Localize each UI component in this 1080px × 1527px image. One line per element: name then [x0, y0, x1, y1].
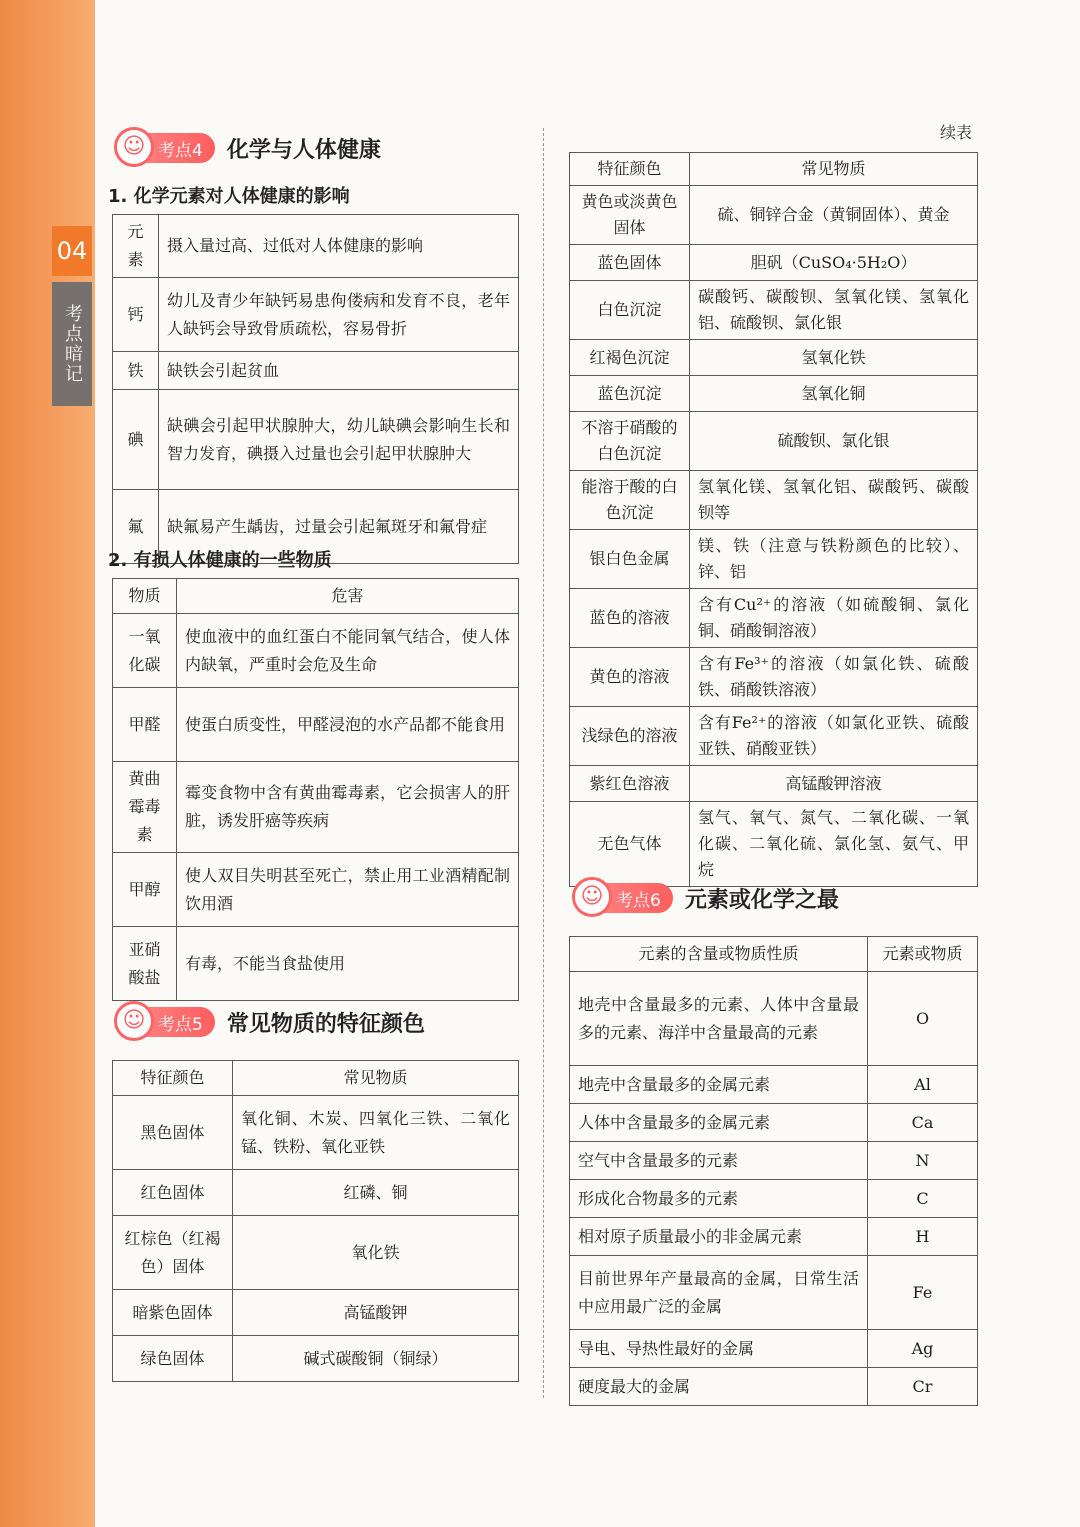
table-cell: 相对原子质量最小的非金属元素 [570, 1218, 868, 1256]
table-cell: 银白色金属 [570, 530, 690, 589]
table-row [570, 186, 978, 245]
table-cell: 不溶于硝酸的白色沉淀 [570, 412, 690, 471]
table-cell: 含有Fe²⁺的溶液（如氯化亚铁、硫酸亚铁、硝酸亚铁） [690, 707, 978, 766]
section-title: 常见物质的特征颜色 [226, 1011, 425, 1037]
table-cell: 蓝色的溶液 [570, 589, 690, 648]
table-cell: N [868, 1142, 978, 1180]
table-cell: 目前世界年产量最高的金属，日常生活中应用最广泛的金属 [570, 1256, 868, 1330]
table-cell: Fe [868, 1256, 978, 1330]
table-cell: 危害 [177, 579, 519, 614]
table-row [113, 390, 519, 490]
table-row [113, 853, 519, 927]
table-cell: 氢氧化铜 [690, 376, 978, 412]
table-cell: Ca [868, 1104, 978, 1142]
table-cell: 缺氟易产生龋齿，过量会引起氟斑牙和氟骨症 [159, 490, 519, 564]
table-row [570, 412, 978, 471]
table-row [570, 648, 978, 707]
table-row [113, 614, 519, 688]
table-header-row [113, 1061, 519, 1096]
section-title: 化学与人体健康 [226, 137, 381, 163]
table-row [570, 766, 978, 802]
table-cell: 有毒，不能当食盐使用 [177, 927, 519, 1001]
table-row [570, 1104, 978, 1142]
table-row [113, 278, 519, 352]
table-cell: 浅绿色的溶液 [570, 707, 690, 766]
table-row [570, 1218, 978, 1256]
table-cell: 元素 [113, 215, 159, 278]
table-cell: 一氧化碳 [113, 614, 177, 688]
table-row [570, 972, 978, 1066]
table-cell: 含有Cu²⁺的溶液（如硫酸铜、氯化铜、硝酸铜溶液） [690, 589, 978, 648]
table-cell: 使蛋白质变性，甲醛浸泡的水产品都不能食用 [177, 688, 519, 762]
table-row [113, 1216, 519, 1290]
table-cell: 铁 [113, 352, 159, 390]
table-header-row [570, 937, 978, 972]
table-cell: 氟 [113, 490, 159, 564]
table-cell: C [868, 1180, 978, 1218]
table-cell: 高锰酸钾 [233, 1290, 519, 1336]
table-cell: Al [868, 1066, 978, 1104]
table-cell: Cr [868, 1368, 978, 1406]
table-cell: 氧化铜、木炭、四氧化三铁、二氧化锰、铁粉、氧化亚铁 [233, 1096, 519, 1170]
chapter-number: 04 [52, 226, 92, 276]
smiley-icon: ☺ [114, 1001, 154, 1041]
table-cell: 亚硝酸盐 [113, 927, 177, 1001]
table-cell: 物质 [113, 579, 177, 614]
table-row [570, 245, 978, 281]
table-cell: 硫酸钡、氯化银 [690, 412, 978, 471]
table-cell: 蓝色沉淀 [570, 376, 690, 412]
table-cell: 摄入量过高、过低对人体健康的影响 [159, 215, 519, 278]
badge-text: 考点4 [158, 140, 203, 161]
table-row [570, 1368, 978, 1406]
table-cell: 红色固体 [113, 1170, 233, 1216]
table-cell: 元素或物质 [868, 937, 978, 972]
element-health-table [112, 214, 519, 564]
topic4-badge [118, 133, 215, 163]
table-cell: 特征颜色 [570, 153, 690, 186]
table-cell: 常见物质 [233, 1061, 519, 1096]
table-header-row [113, 579, 519, 614]
table-cell: 能溶于酸的白色沉淀 [570, 471, 690, 530]
table-cell: 碘 [113, 390, 159, 490]
topic4-header [118, 128, 381, 168]
table-cell: 导电、导热性最好的金属 [570, 1330, 868, 1368]
table-cell: 氢氧化铁 [690, 340, 978, 376]
subheading: 2. 有损人体健康的一些物质 [108, 550, 332, 571]
table-row [570, 1180, 978, 1218]
badge-text: 考点6 [616, 890, 661, 911]
table-cell: 人体中含量最多的金属元素 [570, 1104, 868, 1142]
table-cell: 缺铁会引起贫血 [159, 352, 519, 390]
table-cell: 黄色或淡黄色固体 [570, 186, 690, 245]
smiley-icon: ☺ [114, 127, 154, 167]
table-cell: 缺碘会引起甲状腺肿大，幼儿缺碘会影响生长和智力发育，碘摄入过量也会引起甲状腺肿大 [159, 390, 519, 490]
table-row [570, 376, 978, 412]
table-row [113, 1290, 519, 1336]
table-cell: 钙 [113, 278, 159, 352]
table-cell: 氢气、氧气、氮气、二氧化碳、一氧化碳、二氧化硫、氯化氢、氨气、甲烷 [690, 802, 978, 887]
table-cell: 特征颜色 [113, 1061, 233, 1096]
color-table [112, 1060, 519, 1382]
table-cell: 霉变食物中含有黄曲霉毒素，它会损害人的肝脏，诱发肝癌等疾病 [177, 762, 519, 853]
harmful-substances-table [112, 578, 519, 1001]
table-cell: 使血液中的血红蛋白不能同氧气结合，使人体内缺氧，严重时会危及生命 [177, 614, 519, 688]
table-row [570, 589, 978, 648]
table-cell: 高锰酸钾溶液 [690, 766, 978, 802]
table-row [570, 281, 978, 340]
table-header-row [113, 215, 519, 278]
table-cell: 蓝色固体 [570, 245, 690, 281]
element-superlatives-table [569, 936, 978, 1406]
table-cell: 碳酸钙、碳酸钡、氢氧化镁、氢氧化铝、硫酸钡、氯化银 [690, 281, 978, 340]
table-cell: 胆矾（CuSO₄·5H₂O） [690, 245, 978, 281]
table-header-row [570, 153, 978, 186]
continued-label: 续表 [940, 123, 973, 142]
table-cell: 暗紫色固体 [113, 1290, 233, 1336]
table-cell: Ag [868, 1330, 978, 1368]
table-row [570, 1066, 978, 1104]
chapter-label: 考点暗记 [52, 282, 92, 406]
table-cell: 紫红色溶液 [570, 766, 690, 802]
table-cell: 常见物质 [690, 153, 978, 186]
column-divider [543, 128, 544, 1398]
table-row [570, 530, 978, 589]
table-row [113, 352, 519, 390]
table-cell: 黑色固体 [113, 1096, 233, 1170]
table-cell: O [868, 972, 978, 1066]
table-cell: 硫、铜锌合金（黄铜固体）、黄金 [690, 186, 978, 245]
table-cell: 氧化铁 [233, 1216, 519, 1290]
section-title: 元素或化学之最 [684, 887, 839, 913]
table-row [113, 1170, 519, 1216]
smiley-icon: ☺ [572, 877, 612, 917]
topic5-badge [118, 1007, 215, 1037]
table-row [570, 340, 978, 376]
table-cell: 地壳中含量最多的金属元素 [570, 1066, 868, 1104]
table-row [570, 471, 978, 530]
table-cell: 幼儿及青少年缺钙易患佝偻病和发育不良，老年人缺钙会导致骨质疏松，容易骨折 [159, 278, 519, 352]
table-row [570, 1142, 978, 1180]
table-cell: 地壳中含量最多的元素、人体中含量最多的元素、海洋中含量最高的元素 [570, 972, 868, 1066]
table-cell: 形成化合物最多的元素 [570, 1180, 868, 1218]
table-row [113, 762, 519, 853]
table-row [113, 1096, 519, 1170]
table-cell: 空气中含量最多的元素 [570, 1142, 868, 1180]
table-row [570, 1256, 978, 1330]
table-cell: 黄色的溶液 [570, 648, 690, 707]
table-cell: 红褐色沉淀 [570, 340, 690, 376]
table-cell: 白色沉淀 [570, 281, 690, 340]
topic5-header [118, 1002, 425, 1042]
table-cell: 绿色固体 [113, 1336, 233, 1382]
table-cell: 碱式碳酸铜（铜绿） [233, 1336, 519, 1382]
table-cell: 甲醇 [113, 853, 177, 927]
table-cell: 甲醛 [113, 688, 177, 762]
table-row [570, 1330, 978, 1368]
table-cell: 含有Fe³⁺的溶液（如氯化铁、硫酸铁、硝酸铁溶液） [690, 648, 978, 707]
table-row [113, 927, 519, 1001]
table-cell: 硬度最大的金属 [570, 1368, 868, 1406]
table-cell: 黄曲霉毒素 [113, 762, 177, 853]
color-table-continued [569, 152, 978, 887]
subheading: 1. 化学元素对人体健康的影响 [108, 186, 350, 207]
table-cell: 红磷、铜 [233, 1170, 519, 1216]
table-row [113, 1336, 519, 1382]
table-cell: 无色气体 [570, 802, 690, 887]
table-cell: 元素的含量或物质性质 [570, 937, 868, 972]
table-row [113, 688, 519, 762]
table-cell: 使人双目失明甚至死亡，禁止用工业酒精配制饮用酒 [177, 853, 519, 927]
table-cell: 镁、铁（注意与铁粉颜色的比较）、锌、铝 [690, 530, 978, 589]
badge-text: 考点5 [158, 1014, 203, 1035]
table-cell: H [868, 1218, 978, 1256]
table-row [570, 802, 978, 887]
table-cell: 氢氧化镁、氢氧化铝、碳酸钙、碳酸钡等 [690, 471, 978, 530]
topic6-badge [576, 883, 673, 913]
table-cell: 红棕色（红褐色）固体 [113, 1216, 233, 1290]
topic6-header [576, 878, 839, 918]
table-row [570, 707, 978, 766]
